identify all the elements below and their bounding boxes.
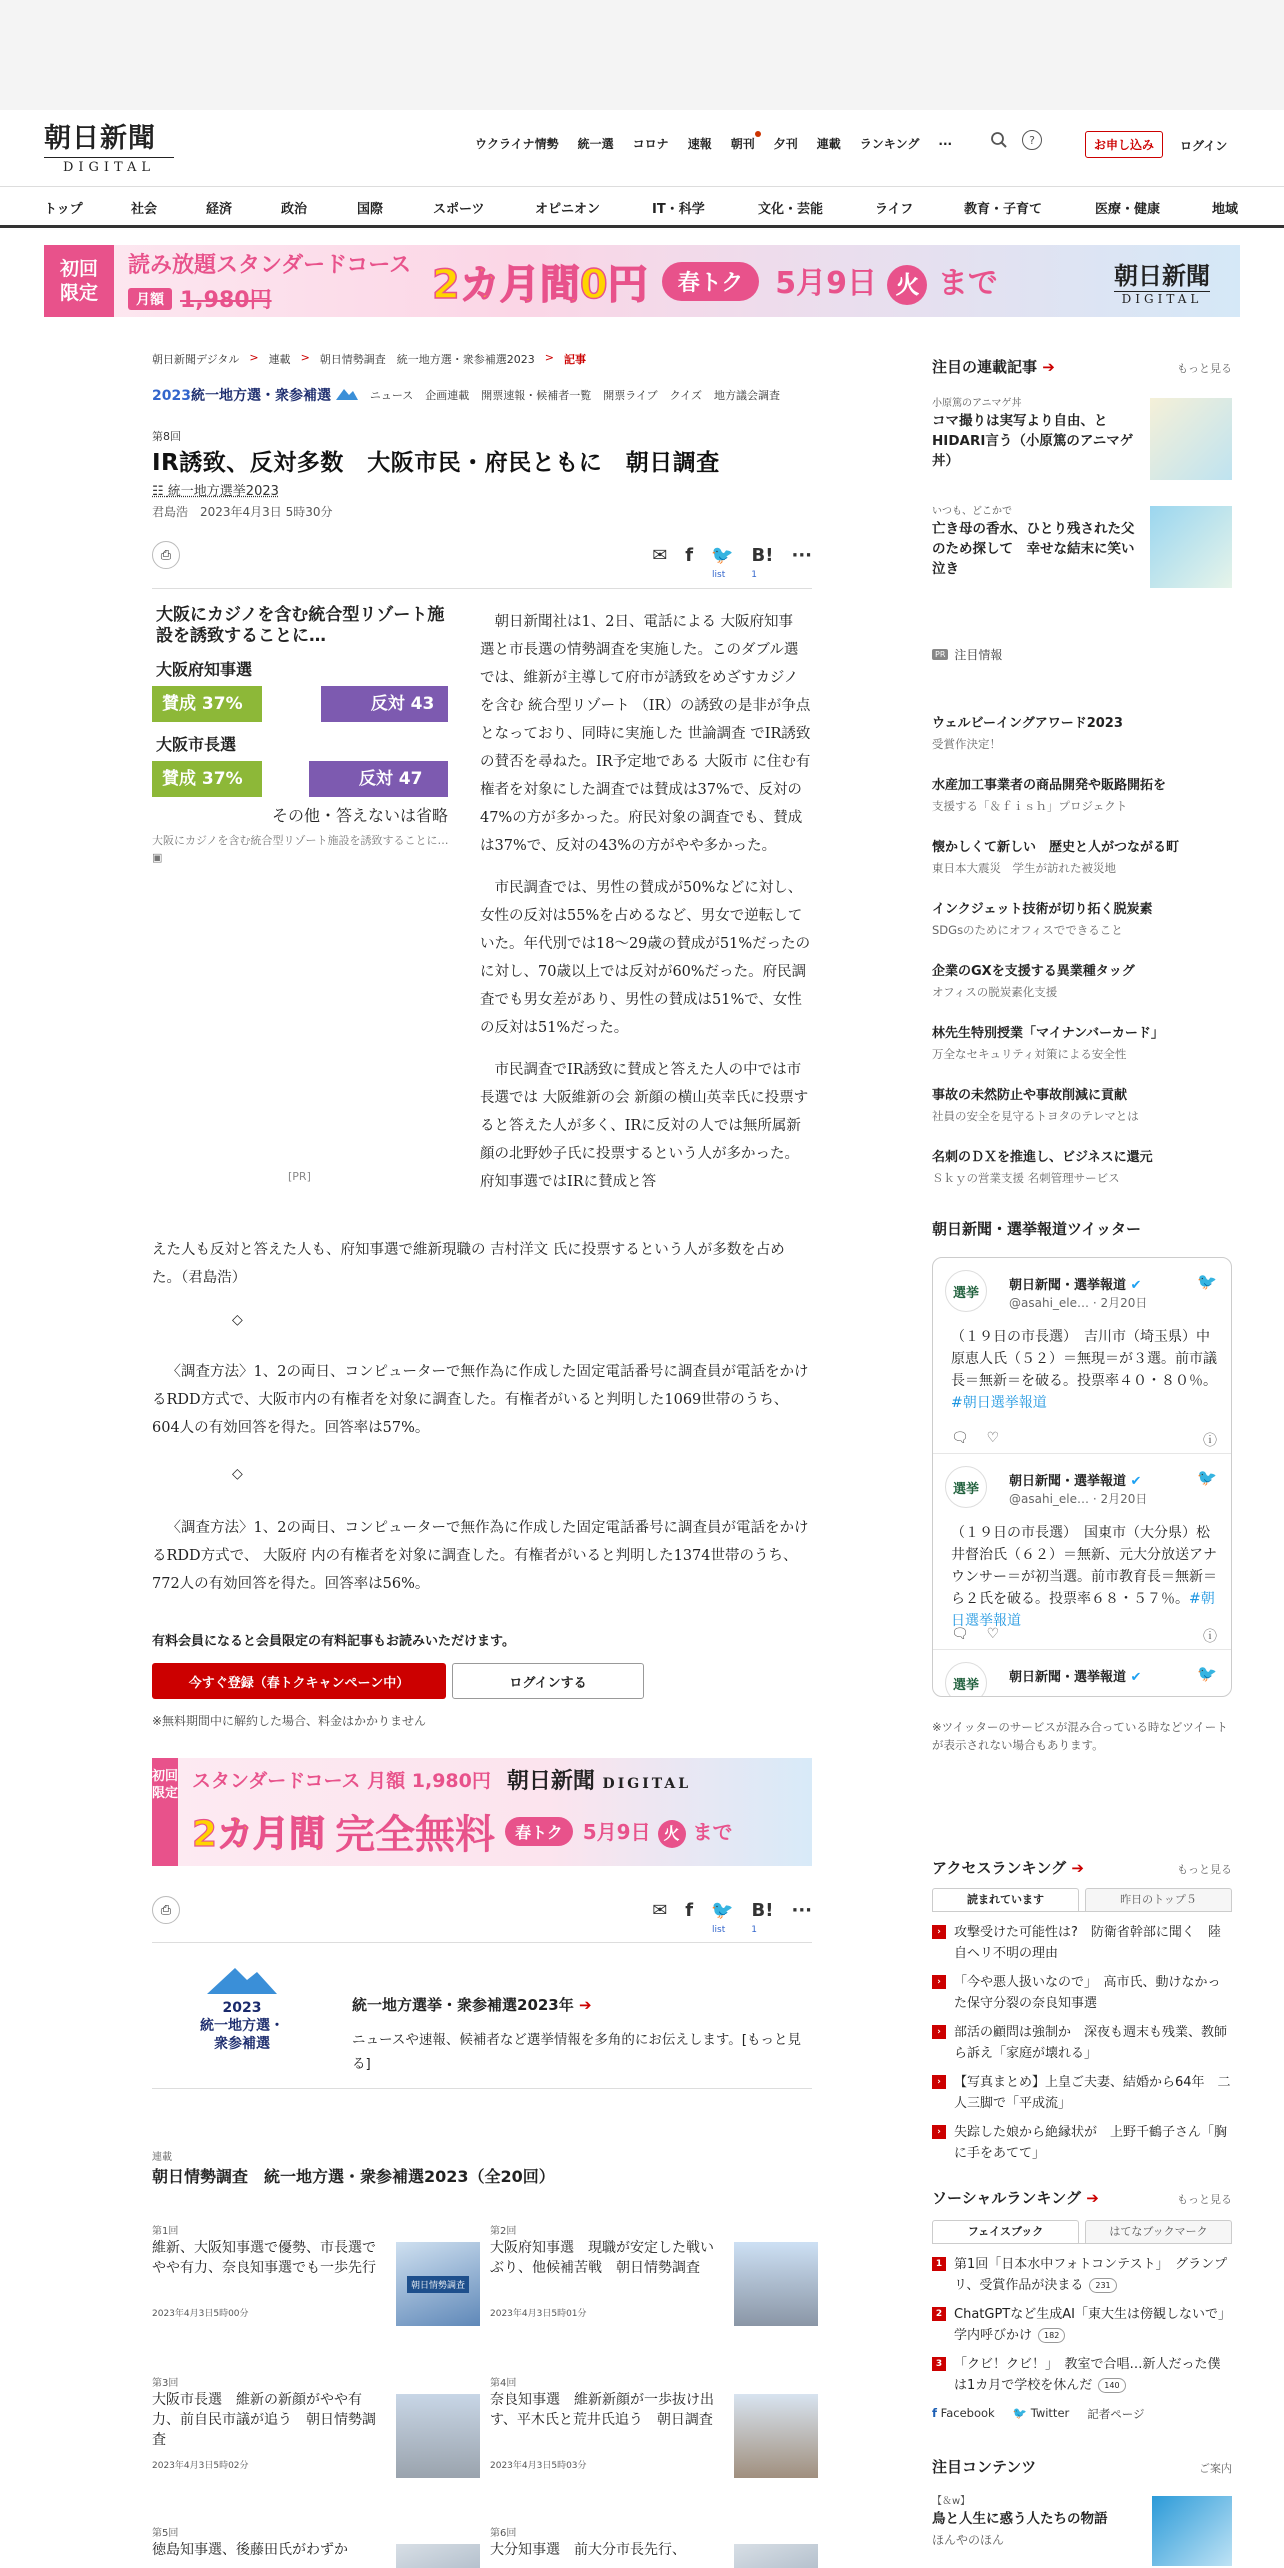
banner-period: 2カ月間 <box>192 1814 326 1855</box>
twitter-bird-icon[interactable]: 🐦 <box>1197 1468 1217 1487</box>
twitter-icon[interactable]: 🐦 <box>711 544 734 566</box>
nav-ranking[interactable]: ランキング <box>859 137 920 151</box>
card-thumbnail: 朝日情勢調査 <box>396 2242 480 2326</box>
election-nav-live[interactable]: 開票ライブ <box>603 389 658 402</box>
pr-item[interactable]: 林先生特別授業「マイナンバーカード」 万全なセキュリティ対策による安全性 <box>932 1026 1164 1061</box>
nav-breaking[interactable]: 速報 <box>687 137 712 151</box>
hatena-list-link[interactable]: list <box>712 570 726 580</box>
banner-first-time-box: 初回限定 <box>152 1758 178 1866</box>
election-logo-large: 2023 統一地方選・ 衆参補選 <box>192 1964 292 2053</box>
paragraph-2: 市民調査では、男性の賛成が50%などに対し、女性の反対は55%を占めるなど、男女で逆転していた。年代別では18～29歳の賛成が51%だったのに対し、70歳以上では反対が60%だった。府民調査でも男女差があり、男性の賛成は51%で、女性の反対は51%だった。 <box>480 880 811 1036</box>
social-item[interactable]: 2 ChatGPTなど生成AI「東大生は傍観しないで」 学内呼びかけ 182 <box>932 2304 1232 2346</box>
more-share-icon[interactable]: ··· <box>791 1899 812 1921</box>
card-number: 第3回 <box>152 2378 179 2389</box>
hashtag-link[interactable]: #朝日選挙報道 <box>951 1395 1047 1411</box>
cat-top[interactable]: トップ <box>44 202 83 217</box>
print-icon[interactable]: ⎙ <box>152 1896 180 1924</box>
ranking-item[interactable]: › 【写真まとめ】上皇ご夫妻、結婚から64年 二人三脚で「平成流」 <box>932 2072 1232 2114</box>
reply-icon[interactable]: 🗨 <box>951 1626 969 1642</box>
tweet-actions <box>951 1626 1217 1646</box>
election-nav-quiz[interactable]: クイズ <box>669 389 702 402</box>
cat-opinion[interactable]: オピニオン <box>535 202 601 217</box>
card-thumbnail <box>396 2394 480 2478</box>
card-title: 大分知事選 前大分市長先行、 <box>490 2542 686 2558</box>
election-nav-features[interactable]: 企画連載 <box>425 389 470 402</box>
hatena-icon[interactable]: B! <box>751 1899 774 1921</box>
print-icon[interactable]: ⎙ <box>152 541 180 569</box>
mountain-icon <box>336 386 358 400</box>
series-kicker: 連載 <box>152 2152 172 2163</box>
banner-spring: 春トク <box>662 262 760 301</box>
help-icon[interactable]: ? <box>1022 130 1042 150</box>
avatar[interactable]: 選挙 <box>945 1270 987 1312</box>
twitter-timeline[interactable] <box>932 1257 1232 1697</box>
tweet[interactable] <box>933 1258 1232 1454</box>
pr-item[interactable]: インクジェット技術が切り拓く脱炭素 SDGsのためにオフィスでできること <box>932 902 1153 937</box>
tweet[interactable] <box>933 1650 1232 1697</box>
share-toolbar-top <box>152 535 812 575</box>
facebook-icon[interactable]: f <box>685 544 694 566</box>
ranking-item[interactable]: › 失踪した娘から絶縁状が 上野千鶴子さん「胸に手をあてて」 <box>932 2122 1232 2164</box>
attention-item[interactable] <box>932 394 1232 471</box>
card-title: 徳島知事選、後藤田氏がわずか <box>152 2542 348 2558</box>
more-link[interactable]: もっと見る <box>1177 2193 1232 2206</box>
crumb-survey[interactable]: 朝日情勢調査 統一地方選・衆参補選2023 <box>319 353 535 366</box>
rank-number-icon: › <box>932 2025 946 2039</box>
social-item[interactable]: 3 「クビ！クビ！」 教室で合唱…新人だった僕は1カ月で学校を休んだ 140 <box>932 2354 1232 2396</box>
ad-top-area <box>0 0 1284 110</box>
twitter-bird-icon[interactable]: 🐦 <box>1197 1664 1217 1683</box>
like-icon[interactable]: ♡ <box>986 1430 1000 1446</box>
facebook-icon: f <box>932 2406 938 2420</box>
rank-number: 3 <box>932 2357 946 2371</box>
arrow-right-icon: ➔ <box>578 1996 592 2014</box>
pr-item[interactable]: 名刺のＤＸを推進し、ビジネスに還元 Ｓｋｙの営業支援 名刺管理サービス <box>932 1150 1153 1185</box>
pr-label: [PR] <box>288 1170 311 1183</box>
governor-no-bar: 反対 43 <box>321 686 448 722</box>
card-thumbnail <box>396 2544 480 2568</box>
info-icon[interactable]: ⓘ <box>1203 1433 1217 1449</box>
attention-kicker: いつも、どこかで <box>932 506 1012 517</box>
attention-item[interactable] <box>932 502 1232 579</box>
tab-yesterday[interactable]: 昨日のトップ５ <box>1085 1888 1232 1911</box>
twitter-note: ※ツイッターのサービスが混み合っている時などツイートが表示されない場合もあります。 <box>932 1720 1228 1752</box>
banner-mid-content <box>192 1764 733 1860</box>
mountain-icon <box>207 1964 277 1994</box>
hatena-icon[interactable]: B! <box>751 544 774 566</box>
card-date: 2023年4月3日5時02分 <box>152 2461 249 2471</box>
campaign-banner-top[interactable] <box>44 245 1240 317</box>
free-note: ※無料期間中に解約した場合、料金はかかりません <box>152 1714 427 1728</box>
hatena-list-link[interactable]: list <box>712 1925 726 1935</box>
hatena-count[interactable]: 1 <box>751 1925 757 1935</box>
article-kicker: 第8回 <box>152 430 181 443</box>
header-icons <box>990 130 1042 150</box>
attention-kicker: 小原篤のアニマゲ丼 <box>932 398 1022 409</box>
tweet-meta: @asahi_ele… · 2月20日 <box>1009 1296 1148 1310</box>
nav-morning[interactable]: 朝刊 <box>731 135 755 152</box>
verified-icon: ✔ <box>1130 1278 1142 1293</box>
hashtag-link[interactable]: #朝日選挙報道 <box>951 1591 1215 1629</box>
banner-free: 完全無料 <box>335 1812 496 1858</box>
banner-deadline: 5月9日 火 まで <box>583 1816 733 1848</box>
twitter-icon[interactable]: 🐦 <box>711 1899 734 1921</box>
like-icon[interactable]: ♡ <box>986 1626 1000 1642</box>
paragraph-1: 朝日新聞社は1、2日、電話による 大阪府知事 選と市長選の情勢調査を実施した。このダブル選では、維新が主導して府市が誘致をめざすカジノを含む 統合型リゾート （IR）の誘致の是非が争点となっており、同時に実施した 世論調査 でIR誘致の賛否を尋ねた。IR予定地である 大阪市 に住む有権者を対象にした調査では賛成は37%で、反対の47%の方が多かった。府民対象の調査でも、賛成は37%で、反対の43%の方がやや多かった。 <box>480 614 811 854</box>
crumb-home[interactable]: 朝日新聞デジタル <box>152 353 240 366</box>
rank-number-icon: › <box>932 2125 946 2139</box>
cat-society[interactable]: 社会 <box>131 202 158 217</box>
nav-evening[interactable]: 夕刊 <box>773 137 798 151</box>
info-icon[interactable]: ⓘ <box>1203 1629 1217 1645</box>
tweet-actions <box>951 1430 1217 1450</box>
content-sub: ほんやのほん <box>932 2533 1005 2547</box>
register-button[interactable]: 今すぐ登録（春トクキャンペーン中） <box>152 1663 446 1699</box>
banner-deadline: 5月9日 火 まで <box>775 258 998 305</box>
more-share-icon[interactable]: ··· <box>791 544 812 566</box>
search-icon[interactable] <box>990 131 1008 149</box>
cat-education[interactable]: 教育・子育て <box>964 202 1043 217</box>
attention-title-text: 亡き母の香水、ひとり残された父のため探して 幸せな結末に笑い泣き <box>932 521 1135 577</box>
cat-economy[interactable]: 経済 <box>206 202 233 217</box>
card-thumbnail <box>734 2242 818 2326</box>
series-card[interactable] <box>490 2374 820 2504</box>
attention-series-head <box>932 356 1232 377</box>
banner-free-period: 2カ月間0円 <box>432 261 648 308</box>
card-date: 2023年4月3日5時01分 <box>490 2309 587 2319</box>
site-header <box>0 110 1284 186</box>
content-title: 注目コンテンツ <box>932 2458 1037 2476</box>
content-kicker: 【＆w】 <box>932 2496 971 2507</box>
article-login-button[interactable]: ログインする <box>452 1663 644 1699</box>
card-number: 第6回 <box>490 2528 517 2539</box>
paragraph-3a: 市民調査でIR誘致に賛成と答えた人の中では市長選では 大阪維新の会 新顔の横山英幸氏に投票すると答えた人が多く、IRに反対の人では無所属新顔の北野妙子氏に投票するという人が多かった。府知事選ではIRに賛成と答 <box>480 1062 809 1190</box>
arrow-right-icon: ➔ <box>1042 358 1055 376</box>
attention-thumbnail <box>1150 506 1232 588</box>
mayor-no-bar: 反対 47 <box>309 761 448 797</box>
election-series-nav <box>152 385 780 405</box>
arrow-right-icon: ➔ <box>1086 2189 1099 2207</box>
attention-title[interactable]: 注目の連載記事 ➔ <box>932 358 1055 376</box>
logo-main: 朝日新聞 <box>44 123 156 154</box>
pr-item[interactable]: 水産加工事業者の商品開発や販路開拓を 支援する「＆ｆｉｓｈ」プロジェクト <box>932 778 1167 813</box>
card-number: 第5回 <box>152 2528 179 2539</box>
social-ranking-title[interactable]: ソーシャルランキング ➔ <box>932 2189 1099 2207</box>
verified-icon: ✔ <box>1130 1670 1142 1685</box>
reply-icon[interactable]: 🗨 <box>951 1430 969 1446</box>
campaign-banner-mid[interactable] <box>152 1758 812 1866</box>
cat-sports[interactable]: スポーツ <box>433 202 485 217</box>
card-thumbnail <box>734 2394 818 2478</box>
election-logo[interactable]: 2023統一地方選・衆参補選 <box>152 385 358 405</box>
content-head <box>932 2456 1232 2477</box>
ranking-item[interactable]: › 「今や悪人扱いなので」 高市氏、動けなかった保守分裂の奈良知事選 <box>932 1972 1232 2014</box>
access-tabs <box>932 1888 1232 1912</box>
tab-read[interactable]: 読まれています <box>932 1888 1079 1911</box>
series-promo-desc: ニュースや速報、候補者など選挙情報を多角的にお伝えします。[もっと見る] <box>352 2032 802 2072</box>
content-item-title: 鳥と人生に惑う人たちの物語 <box>932 2511 1108 2527</box>
site-logo[interactable] <box>44 124 174 175</box>
content-thumbnail <box>1152 2496 1232 2566</box>
social-tabs <box>932 2220 1232 2244</box>
governor-poll-label: 大阪府知事選 <box>156 660 253 679</box>
more-menu-icon[interactable]: ··· <box>938 136 953 151</box>
article-title: IR誘致、反対多数 大阪市民・府民ともに 朝日調査 <box>152 450 720 476</box>
facebook-link[interactable]: f Facebook <box>932 2406 995 2420</box>
banner-brand: 朝日新聞 DIGITAL <box>506 1768 692 1794</box>
breadcrumb: 朝日新聞デジタル > 連載 > 朝日情勢調査 統一地方選・衆参補選2023 > 記事 <box>152 351 586 366</box>
tweet-author[interactable]: 朝日新聞・選挙報道 ✔ <box>1009 1474 1142 1489</box>
more-link[interactable]: もっと見る <box>1177 362 1232 375</box>
cat-it-science[interactable]: IT・科学 <box>652 202 705 217</box>
social-item[interactable]: 1 第1回「日本水中フォトコンテスト」 グランプリ、受賞作品が決まる 231 <box>932 2254 1232 2296</box>
pr-badge: PR <box>932 649 948 660</box>
tweet-text: （１９日の市長選） 国東市（大分県）松井督治氏（６２）＝無新、元大分放送アナウンサー＝が初当選。前市教育長＝無新＝ら２氏を破る。投票率６８・５７％。#朝日選挙報道 <box>951 1525 1217 1629</box>
reporter-link[interactable]: 記者ページ <box>1087 2407 1145 2421</box>
twitter-bird-icon[interactable]: 🐦 <box>1197 1272 1217 1291</box>
mail-icon[interactable]: ✉ <box>652 1899 668 1921</box>
series-card[interactable] <box>152 2524 482 2568</box>
divider <box>152 2088 812 2089</box>
pr-item[interactable]: 懐かしくて新しい 歴史と人がつながる町 東日本大震災 学生が訪れた被災地 <box>932 840 1180 875</box>
series-card[interactable] <box>152 2374 482 2504</box>
access-ranking-title[interactable]: アクセスランキング ➔ <box>932 1859 1084 1877</box>
infographic-title: 大阪にカジノを含む統合型リゾート施設を誘致することに… <box>156 605 445 646</box>
nav-series[interactable]: 連載 <box>816 137 841 151</box>
infographic-note: その他・答えないは省略 <box>271 806 448 825</box>
card-title: 奈良知事選 維新新顔が一歩抜け出す、平木氏と荒井氏追う 朝日調査 <box>490 2392 714 2428</box>
banner-first-time-box: 初回 限定 <box>44 245 114 317</box>
tweet-author[interactable]: 朝日新聞・選挙報道 ✔ <box>1009 1278 1142 1293</box>
twitter-section-title: 朝日新聞・選挙報道ツイッター <box>932 1220 1141 1238</box>
byline: 君島浩 2023年4月3日 5時30分 <box>152 505 333 519</box>
cat-life[interactable]: ライフ <box>875 202 914 217</box>
topic-tag[interactable]: ☷ 統一地方選挙2023 <box>152 484 279 499</box>
cat-health[interactable]: 医療・健康 <box>1095 202 1161 217</box>
tweet[interactable] <box>933 1454 1232 1650</box>
cat-culture[interactable]: 文化・芸能 <box>758 202 824 217</box>
card-date: 2023年4月3日5時00分 <box>152 2309 249 2319</box>
series-title: 朝日情勢調査 統一地方選・衆参補選2023（全20回） <box>152 2167 555 2186</box>
twitter-link[interactable]: 🐦 Twitter <box>1012 2406 1070 2420</box>
article-body-col <box>480 608 812 1196</box>
share-count: 182 <box>1038 2328 1065 2343</box>
crumb-series[interactable]: 連載 <box>268 353 291 366</box>
card-number: 第1回 <box>152 2226 179 2237</box>
section-divider-2: ◇ <box>232 1466 243 1482</box>
tab-hatena[interactable]: はてなブックマーク <box>1085 2220 1232 2243</box>
share-counts-bottom <box>712 1925 757 1935</box>
twitter-icon: 🐦 <box>1012 2406 1028 2420</box>
infographic-caption: 大阪にカジノを含む統合型リゾート施設を誘致することに… ▣ <box>152 834 449 864</box>
arrow-right-icon: ➔ <box>1071 1859 1084 1877</box>
election-nav-news[interactable]: ニュース <box>369 389 414 402</box>
social-links <box>932 2406 1145 2422</box>
login-link[interactable]: ログイン <box>1180 139 1228 153</box>
series-card[interactable] <box>152 2222 482 2352</box>
card-title: 維新、大阪知事選で優勢、市長選でやや有力、奈良知事選でも一歩先行 <box>152 2240 376 2276</box>
subscribe-button[interactable]: お申し込み <box>1085 131 1163 158</box>
content-item[interactable] <box>932 2492 1232 2568</box>
category-nav <box>0 186 1284 228</box>
share-count: 140 <box>1098 2378 1125 2393</box>
access-ranking-head <box>932 1857 1232 1878</box>
rank-number-icon: › <box>932 2075 946 2089</box>
header-nav <box>475 135 952 152</box>
tab-facebook[interactable]: フェイスブック <box>932 2220 1079 2243</box>
tweet-meta: @asahi_ele… · 2月20日 <box>1009 1492 1148 1506</box>
section-divider: ◇ <box>232 1312 243 1328</box>
mayor-yes-bar: 賛成 37% <box>152 761 262 797</box>
nav-corona[interactable]: コロナ <box>632 137 669 151</box>
pr-item[interactable]: ウェルビーイングアワード2023 受賞作決定！ <box>932 716 1123 751</box>
cat-local[interactable]: 地域 <box>1212 202 1239 217</box>
avatar[interactable]: 選挙 <box>945 1466 987 1508</box>
series-promo-title[interactable]: 統一地方選挙・衆参補選2023年 ➔ <box>352 1996 592 2014</box>
share-counts-top <box>712 570 757 580</box>
social-ranking-head <box>932 2187 1232 2208</box>
card-title: 大阪府知事選 現職が安定した戦いぶり、他候補苦戦 朝日情勢調査 <box>490 2240 714 2276</box>
share-toolbar-bottom <box>152 1890 812 1930</box>
hatena-count[interactable]: 1 <box>751 570 757 580</box>
card-thumbnail <box>734 2544 818 2568</box>
card-title: 大阪市長選 維新の新顔がやや有力、前自民市議が追う 朝日情勢調査 <box>152 2392 376 2448</box>
series-card[interactable] <box>490 2222 820 2352</box>
paragraph-3b: えた人も反対と答えた人も、府知事選で維新現職の 吉村洋文 氏に投票するという人が多数を占めた。（君島浩） <box>152 1242 785 1286</box>
pr-section-head: PR 注目情報 <box>932 646 1002 663</box>
guide-link[interactable]: ご案内 <box>1199 2462 1232 2475</box>
rank-number-icon: › <box>932 1925 946 1939</box>
divider <box>152 1942 812 1943</box>
poll-infographic[interactable] <box>152 605 448 866</box>
rank-number-icon: › <box>932 1975 946 1989</box>
card-number: 第2回 <box>490 2226 517 2237</box>
facebook-icon[interactable]: f <box>685 1899 694 1921</box>
crumb-current: 記事 <box>564 353 586 366</box>
verified-icon: ✔ <box>1130 1474 1142 1489</box>
paid-notice: 有料会員になると会員限定の有料記事もお読みいただけます。 <box>152 1634 515 1649</box>
mail-icon[interactable]: ✉ <box>652 544 668 566</box>
rank-number: 2 <box>932 2307 946 2321</box>
tweet-text: （１９日の市長選） 吉川市（埼玉県）中原恵人氏（５２）＝無現＝が３選。前市議長＝無新＝を破る。投票率４０・８０％。#朝日選挙報道 <box>951 1329 1217 1411</box>
ranking-item[interactable]: › 攻撃受けた可能性は? 防衛省幹部に聞く 陸自ヘリ不明の理由 <box>932 1922 1232 1964</box>
cat-politics[interactable]: 政治 <box>281 202 308 217</box>
attention-thumbnail <box>1150 398 1232 480</box>
series-promo[interactable] <box>152 1958 812 2072</box>
tweet-author[interactable]: 朝日新聞・選挙報道 ✔ <box>1009 1670 1142 1685</box>
cat-international[interactable]: 国際 <box>357 202 384 217</box>
rank-number: 1 <box>932 2257 946 2271</box>
ranking-item[interactable]: › 部活の顧問は強制か 深夜も週末も残業、教師ら訴え「家庭が壊れる」 <box>932 2022 1232 2064</box>
card-number: 第4回 <box>490 2378 517 2389</box>
banner-brand: 朝日新聞 DIGITAL <box>1114 261 1210 306</box>
more-link[interactable]: もっと見る <box>1177 1863 1232 1876</box>
pr-item[interactable]: 企業のGXを支援する異業種タッグ オフィスの脱炭素化支援 <box>932 964 1135 999</box>
mayor-poll-label: 大阪市長選 <box>156 735 237 754</box>
share-count: 231 <box>1089 2278 1116 2293</box>
logo-sub: DIGITAL <box>44 157 174 175</box>
governor-poll-bars <box>152 686 448 722</box>
governor-yes-bar: 賛成 37% <box>152 686 262 722</box>
banner-course: スタンダードコース 月額 1,980円 <box>192 1770 491 1792</box>
election-nav-assembly[interactable]: 地方議会調査 <box>713 389 780 402</box>
election-nav-results[interactable]: 開票速報・候補者一覧 <box>481 389 592 402</box>
method-1: 〈調査方法〉1、2の両日、コンピューターで無作為に作成した固定電話番号に調査員が電話をかけるRDD方式で、大阪市内の有権者を対象に調査した。有権者がいると判明した1069世帯のうち、604人の有効回答を得た。回答率は57%。 <box>152 1364 809 1436</box>
series-card[interactable] <box>490 2524 820 2568</box>
avatar[interactable]: 選挙 <box>945 1662 987 1697</box>
method-2: 〈調査方法〉1、2の両日、コンピューターで無作為に作成した固定電話番号に調査員が電話をかけるRDD方式で、 大阪府 内の有権者を対象に調査した。有権者がいると判明した1374世帯のうち、772人の有効回答を得た。回答率は56%。 <box>152 1520 809 1592</box>
mayor-poll-bars <box>152 761 448 797</box>
divider <box>152 588 812 589</box>
banner-course: 読み放題スタンダードコース 月額 1,980円 <box>128 253 412 313</box>
card-date: 2023年4月3日5時03分 <box>490 2461 587 2471</box>
image-icon[interactable]: ▣ <box>152 851 163 864</box>
attention-title-text: コマ撮りは実写より自由、とHIDARI言う（小原篤のアニマゲ丼） <box>932 413 1134 469</box>
new-dot <box>755 131 761 137</box>
nav-election[interactable]: 統一選 <box>577 137 614 151</box>
list-icon: ☷ <box>152 484 168 499</box>
pr-item[interactable]: 事故の未然防止や事故削減に貢献 社員の安全を見守るトヨタのテレマとは <box>932 1088 1139 1123</box>
banner-spring: 春トク <box>505 1817 573 1846</box>
nav-ukraine[interactable]: ウクライナ情勢 <box>475 137 559 151</box>
